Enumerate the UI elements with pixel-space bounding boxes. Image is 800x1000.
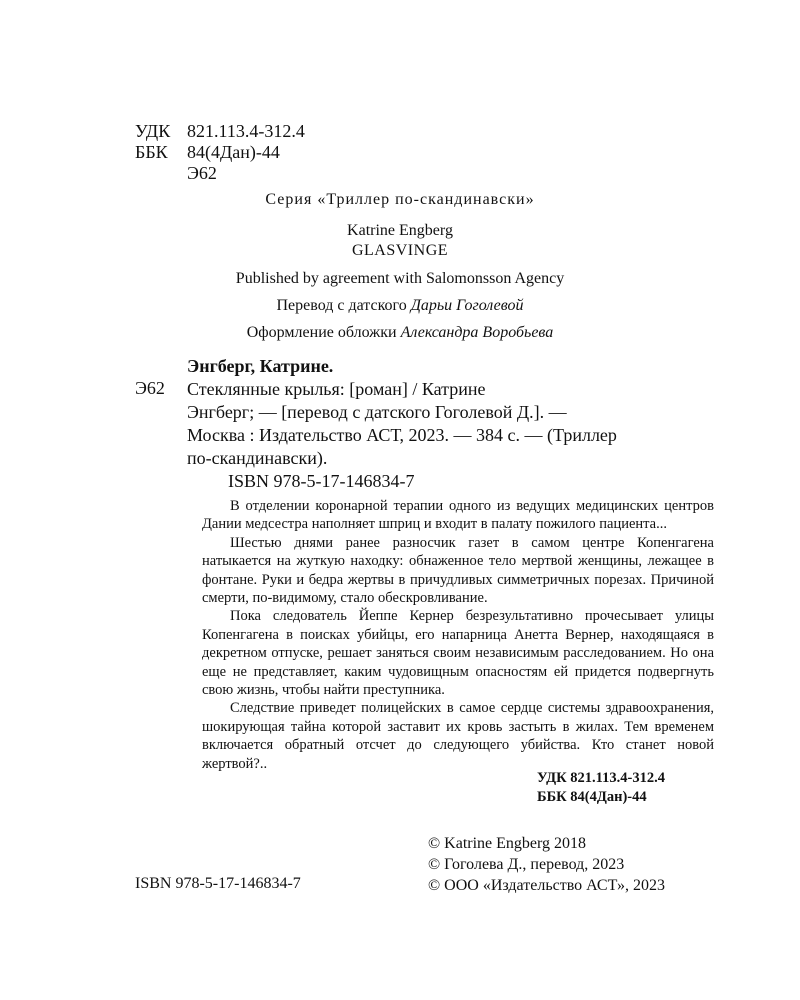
copyright-line: © Гоголева Д., перевод, 2023 bbox=[428, 856, 625, 873]
translator-name: Дарьи Гоголевой bbox=[410, 297, 524, 314]
bibliographic-line: Стеклянные крылья: [роман] / Катрине bbox=[187, 379, 486, 399]
original-author: Katrine Engberg bbox=[347, 222, 453, 239]
annotation-paragraph: Пока следователь Йеппе Кернер безрезультативно прочесывает улицы Копенгагена в поисках убийцы, его напарница Анетта Вернер, находящаяся в декретном отпуске, решает заняться своим независимым расследованием. Но она еще не представляет, каким чудовищным опасностям ей придется подвергнуть свою жизнь, чтобы найти преступника. bbox=[202, 608, 714, 699]
cover-credit bbox=[0, 324, 800, 342]
annotation-paragraph: Следствие приведет полицейских в самое сердце системы здравоохранения, шокирующая тайна которой заставит их кровь застыть в жилах. Тем временем включается обратный отсчет до следующего убийства. Кто станет новой жертвой?.. bbox=[202, 700, 714, 772]
series-line: Серия «Триллер по-скандинавски» bbox=[265, 191, 535, 208]
udk-value: 821.113.4-312.4 bbox=[187, 121, 305, 141]
copyright-line: © ООО «Издательство АСТ», 2023 bbox=[428, 877, 665, 894]
footer-isbn: ISBN 978-5-17-146834-7 bbox=[135, 875, 301, 892]
bibliographic-line: Москва : Издательство АСТ, 2023. — 384 с. — (Триллер bbox=[187, 425, 617, 445]
annotation-bbk: ББК 84(4Дан)-44 bbox=[537, 789, 647, 805]
bbk-value: 84(4Дан)-44 bbox=[187, 142, 280, 162]
translation-prefix: Перевод с датского bbox=[276, 297, 407, 314]
bbk-label: ББК bbox=[135, 142, 168, 162]
original-title: GLASVINGE bbox=[351, 242, 449, 259]
bbk-code bbox=[135, 142, 280, 163]
annotation-paragraph: В отделении коронарной терапии одного из ведущих медицинских центров Дании медсестра наполняет шприц и входит в палату пожилого пациента... bbox=[202, 498, 714, 533]
bibliographic-isbn: ISBN 978-5-17-146834-7 bbox=[228, 471, 415, 491]
copyright-line: © Katrine Engberg 2018 bbox=[428, 835, 587, 852]
bibliographic-heading: Энгберг, Катрине. bbox=[187, 356, 334, 376]
bibliographic-mark: Э62 bbox=[135, 378, 165, 398]
udk-code bbox=[135, 121, 305, 142]
cover-prefix: Оформление обложки bbox=[246, 324, 397, 341]
annotation-paragraph: Шестью днями ранее разносчик газет в самом центре Копенгагена натыкается на жуткую находку: обнаженное тело мертвой женщины, лежащее в фонтане. Руки и бедра жертвы в причудливых симметричных порезах. Причиной смерти, по-видимому, стало обескровливание. bbox=[202, 534, 714, 607]
copyright-block bbox=[428, 833, 665, 896]
cover-designer-name: Александра Воробьева bbox=[400, 324, 554, 341]
udk-label: УДК bbox=[135, 121, 171, 141]
bibliographic-description bbox=[187, 378, 715, 470]
author-mark: Э62 bbox=[187, 163, 217, 183]
bibliographic-line: Энгберг; — [перевод с датского Гоголевой Д.]. — bbox=[187, 402, 567, 422]
bibliographic-line: по-скандинавски). bbox=[187, 448, 328, 468]
publication-agreement: Published by agreement with Salomonsson Agency bbox=[235, 270, 565, 287]
annotation-udk: УДК 821.113.4-312.4 bbox=[537, 770, 665, 786]
translation-credit bbox=[0, 297, 800, 315]
annotation bbox=[202, 497, 714, 773]
